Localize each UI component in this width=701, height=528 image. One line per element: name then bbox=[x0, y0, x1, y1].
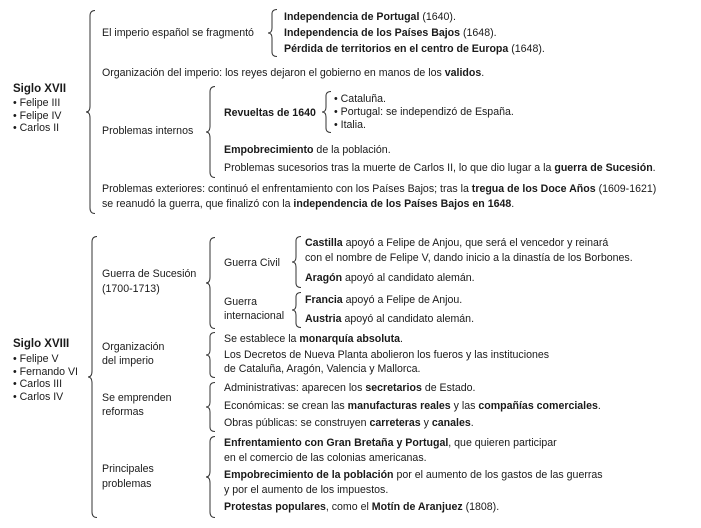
king-item: • Carlos IV bbox=[13, 391, 78, 404]
problemas-internos-label: Problemas internos bbox=[102, 125, 194, 137]
guerra-sucesion-label: Guerra de Sucesión (1700-1713) bbox=[102, 268, 197, 295]
brace-org18 bbox=[206, 332, 216, 378]
brace-pp bbox=[206, 436, 216, 518]
king-item: • Fernando VI bbox=[13, 366, 78, 379]
brace-intl bbox=[292, 292, 302, 328]
frag-item: Independencia de los Países Bajos (1648). bbox=[284, 27, 497, 39]
guerra-civil-label: Guerra Civil bbox=[224, 257, 280, 269]
brace-ref bbox=[206, 382, 216, 432]
problemas-sucesorios: Problemas sucesorios tras la muerte de Carlos II, lo que dio lugar a la guerra de Sucesión. bbox=[224, 162, 656, 174]
castilla-line1: Castilla apoyó a Felipe de Anjou, que será el vencedor y reinará bbox=[305, 237, 609, 249]
siglo-xviii-title: Siglo XVIII bbox=[13, 338, 70, 350]
reforma-economica: Económicas: se crean las manufacturas reales y las compañías comerciales. bbox=[224, 400, 601, 412]
king-item: • Carlos III bbox=[13, 378, 78, 391]
siglo-xvii-title: Siglo XVII bbox=[13, 83, 67, 95]
king-item: • Carlos II bbox=[13, 122, 61, 135]
austria-line: Austria apoyó al candidato alemán. bbox=[305, 313, 475, 325]
revuelta-item: • Cataluña. bbox=[334, 93, 514, 106]
brace-s18-main bbox=[88, 236, 98, 518]
francia-line: Francia apoyó a Felipe de Anjou. bbox=[305, 294, 463, 306]
empobrecimiento-18-line1: Empobrecimiento de la población por el aumento de los gastos de las guerras bbox=[224, 469, 603, 481]
reformas-label: Se emprenden reformas bbox=[102, 392, 172, 418]
organizacion-18-label: Organización del imperio bbox=[102, 341, 165, 367]
castilla-line2: con el nombre de Felipe V, dando inicio a la dinastía de los Borbones. bbox=[305, 252, 633, 264]
brace-s17-main bbox=[86, 10, 96, 214]
revuelta-item: • Portugal: se independizó de España. bbox=[334, 106, 514, 119]
frag-item: Pérdida de territorios en el centro de Europa (1648). bbox=[284, 43, 545, 55]
brace-guerra bbox=[206, 237, 216, 329]
decretos-line2: de Cataluña, Aragón, Valencia y Mallorca. bbox=[224, 363, 421, 375]
org-imperio-17: Organización del imperio: los reyes dejaron el gobierno en manos de los validos. bbox=[102, 67, 485, 79]
reforma-administrativa: Administrativas: aparecen los secretarios de Estado. bbox=[224, 382, 476, 394]
guerra-internacional-label: Guerra internacional bbox=[224, 296, 285, 322]
frag-item: Independencia de Portugal (1640). bbox=[284, 11, 456, 23]
protestas-populares: Protestas populares, como el Motín de Aranjuez (1808). bbox=[224, 501, 500, 513]
siglo-xvii-kings bbox=[13, 97, 61, 135]
decretos-line1: Los Decretos de Nueva Planta abolieron los fueros y las instituciones bbox=[224, 349, 550, 361]
frag-label: El imperio español se fragmentó bbox=[102, 27, 254, 39]
revueltas-label: Revueltas de 1640 bbox=[224, 107, 316, 119]
brace-revueltas bbox=[322, 91, 332, 133]
siglo-xviii-kings bbox=[13, 353, 78, 403]
problemas-exteriores-line2: se reanudó la guerra, que finalizó con la independencia de los Países Bajos en 1648. bbox=[102, 198, 515, 210]
revuelta-item: • Italia. bbox=[334, 119, 514, 132]
king-item: • Felipe V bbox=[13, 353, 78, 366]
aragon-line: Aragón apoyó al candidato alemán. bbox=[305, 272, 475, 284]
monarquia-absoluta: Se establece la monarquía absoluta. bbox=[224, 333, 403, 345]
reforma-obras-publicas: Obras públicas: se construyen carreteras y canales. bbox=[224, 417, 474, 429]
revueltas-list bbox=[334, 93, 514, 132]
king-item: • Felipe IV bbox=[13, 110, 61, 123]
enfrentamiento-line1: Enfrentamiento con Gran Bretaña y Portugal, que quieren participar bbox=[224, 437, 557, 449]
empobrecimiento-17: Empobrecimiento de la población. bbox=[224, 144, 391, 156]
principales-problemas-label: Principales problemas bbox=[102, 463, 154, 490]
empobrecimiento-18-line2: y por el aumento de los impuestos. bbox=[224, 484, 389, 496]
brace-prob bbox=[206, 86, 216, 178]
problemas-exteriores-line1: Problemas exteriores: continuó el enfrentamiento con los Países Bajos; tras la tregua de los Doce Años (1609-1621) bbox=[102, 183, 657, 195]
brace-frag bbox=[268, 9, 278, 57]
enfrentamiento-line2: en el comercio de las colonias americanas. bbox=[224, 452, 427, 464]
brace-civil bbox=[292, 236, 302, 288]
king-item: • Felipe III bbox=[13, 97, 61, 110]
